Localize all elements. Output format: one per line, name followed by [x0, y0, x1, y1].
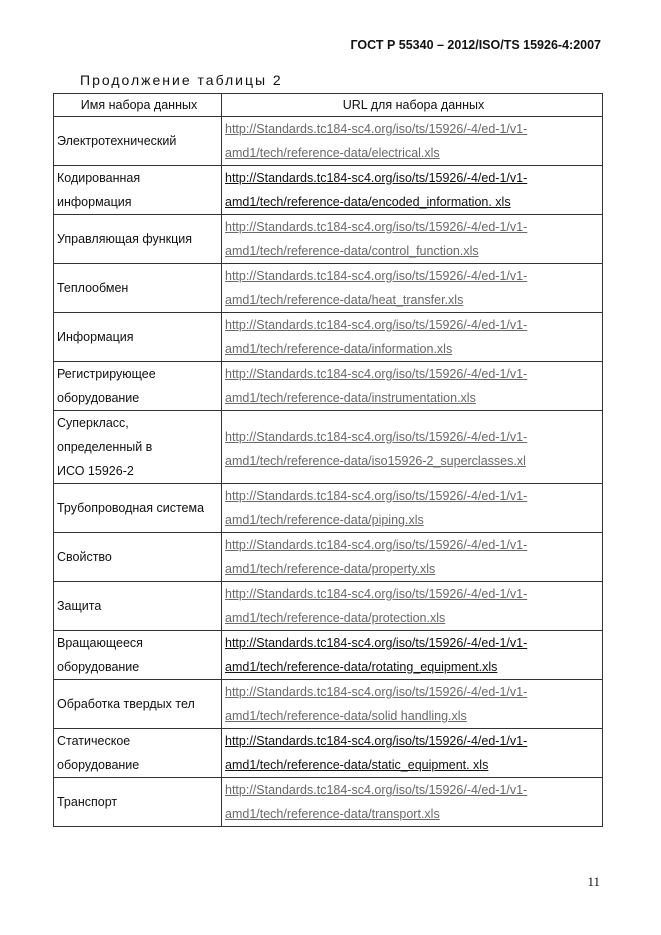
page-number: 11 [587, 874, 600, 889]
dataset-url-link[interactable]: http://Standards.tc184-sc4.org/iso/ts/15926/-4/ed-1/v1- [225, 783, 528, 797]
table-header-row [54, 94, 603, 117]
dataset-name-cell [54, 411, 222, 484]
table-row [54, 411, 603, 484]
table-row [54, 680, 603, 729]
column-header-name: Имя набора данных [54, 94, 222, 117]
dataset-url-cell [222, 313, 603, 362]
dataset-name-line: Теплообмен [57, 281, 129, 295]
dataset-name-line: оборудование [57, 660, 140, 674]
dataset-url-cell [222, 533, 603, 582]
dataset-url-cell [222, 264, 603, 313]
dataset-name-line: Вращающееся [57, 636, 143, 650]
table-row [54, 484, 603, 533]
dataset-name-line: Управляющая функция [57, 232, 192, 246]
dataset-url-cell [222, 362, 603, 411]
dataset-name-line: Трубопроводная система [57, 501, 205, 515]
dataset-name-cell [54, 778, 222, 827]
dataset-url-cell [222, 582, 603, 631]
dataset-url-link[interactable]: http://Standards.tc184-sc4.org/iso/ts/15926/-4/ed-1/v1- [225, 171, 528, 185]
table-row [54, 362, 603, 411]
dataset-url-link[interactable]: http://Standards.tc184-sc4.org/iso/ts/15926/-4/ed-1/v1- [225, 587, 528, 601]
dataset-name-line: Регистрирующее [57, 367, 156, 381]
dataset-url-link[interactable]: amd1/tech/reference-data/instrumentation.xls [225, 391, 476, 405]
column-header-url: URL для набора данных [222, 94, 603, 117]
dataset-url-link[interactable]: amd1/tech/reference-data/control_function.xls [225, 244, 479, 258]
table-row [54, 582, 603, 631]
dataset-url-cell [222, 411, 603, 484]
dataset-url-cell [222, 166, 603, 215]
dataset-name-line: Транспорт [57, 795, 118, 809]
dataset-name-line: Информация [57, 330, 134, 344]
table-row [54, 729, 603, 778]
table-row [54, 264, 603, 313]
dataset-name-line: ИСО 15926-2 [57, 464, 134, 478]
dataset-table [53, 93, 603, 827]
dataset-name-line: Обработка твердых тел [57, 697, 195, 711]
dataset-url-link[interactable]: amd1/tech/reference-data/encoded_information. xls [225, 195, 511, 209]
dataset-name-line: Статическое [57, 734, 131, 748]
dataset-name-line: Электротехнический [57, 134, 177, 148]
dataset-url-link[interactable]: http://Standards.tc184-sc4.org/iso/ts/15926/-4/ed-1/v1- [225, 318, 528, 332]
dataset-url-link[interactable]: amd1/tech/reference-data/iso15926-2_superclasses.xl [225, 454, 526, 468]
dataset-url-link[interactable]: amd1/tech/reference-data/rotating_equipment.xls [225, 660, 498, 674]
dataset-url-cell [222, 680, 603, 729]
dataset-name-cell [54, 631, 222, 680]
dataset-url-link[interactable]: http://Standards.tc184-sc4.org/iso/ts/15926/-4/ed-1/v1- [225, 489, 528, 503]
dataset-name-line: Свойство [57, 550, 112, 564]
dataset-url-link[interactable]: amd1/tech/reference-data/property.xls [225, 562, 436, 576]
dataset-name-cell [54, 680, 222, 729]
table-row [54, 313, 603, 362]
dataset-url-link[interactable]: amd1/tech/reference-data/heat_transfer.xls [225, 293, 464, 307]
table-caption: Продолжение таблицы 2 [80, 72, 283, 88]
table-row [54, 778, 603, 827]
dataset-name-cell [54, 215, 222, 264]
dataset-name-cell [54, 264, 222, 313]
dataset-url-link[interactable]: amd1/tech/reference-data/electrical.xls [225, 146, 440, 160]
dataset-url-cell [222, 215, 603, 264]
table-row [54, 631, 603, 680]
dataset-name-cell [54, 729, 222, 778]
dataset-name-line: Суперкласс, [57, 416, 129, 430]
dataset-name-cell [54, 362, 222, 411]
dataset-url-cell [222, 631, 603, 680]
dataset-url-link[interactable]: http://Standards.tc184-sc4.org/iso/ts/15926/-4/ed-1/v1- [225, 636, 528, 650]
dataset-name-cell [54, 533, 222, 582]
dataset-url-link[interactable]: amd1/tech/reference-data/solid handling.xls [225, 709, 467, 723]
dataset-url-link[interactable]: amd1/tech/reference-data/transport.xls [225, 807, 440, 821]
dataset-name-cell [54, 117, 222, 166]
dataset-url-link[interactable]: http://Standards.tc184-sc4.org/iso/ts/15926/-4/ed-1/v1- [225, 734, 528, 748]
document-code: ГОСТ Р 55340 – 2012/ISO/TS 15926-4:2007 [350, 38, 601, 52]
dataset-name-cell [54, 166, 222, 215]
dataset-name-line: определенный в [57, 440, 153, 454]
dataset-url-cell [222, 117, 603, 166]
table-row [54, 117, 603, 166]
dataset-name-cell [54, 313, 222, 362]
dataset-url-link[interactable]: http://Standards.tc184-sc4.org/iso/ts/15926/-4/ed-1/v1- [225, 122, 528, 136]
dataset-url-link[interactable]: http://Standards.tc184-sc4.org/iso/ts/15926/-4/ed-1/v1- [225, 538, 528, 552]
dataset-url-link[interactable]: http://Standards.tc184-sc4.org/iso/ts/15926/-4/ed-1/v1- [225, 430, 528, 444]
dataset-url-link[interactable]: http://Standards.tc184-sc4.org/iso/ts/15926/-4/ed-1/v1- [225, 367, 528, 381]
dataset-url-link[interactable]: amd1/tech/reference-data/information.xls [225, 342, 453, 356]
dataset-url-link[interactable]: http://Standards.tc184-sc4.org/iso/ts/15926/-4/ed-1/v1- [225, 685, 528, 699]
table-row [54, 166, 603, 215]
dataset-name-line: оборудование [57, 391, 140, 405]
dataset-url-link[interactable]: amd1/tech/reference-data/piping.xls [225, 513, 424, 527]
dataset-url-cell [222, 778, 603, 827]
dataset-url-link[interactable]: http://Standards.tc184-sc4.org/iso/ts/15926/-4/ed-1/v1- [225, 269, 528, 283]
dataset-url-link[interactable]: amd1/tech/reference-data/static_equipment. xls [225, 758, 489, 772]
dataset-url-link[interactable]: amd1/tech/reference-data/protection.xls [225, 611, 446, 625]
table-row [54, 533, 603, 582]
dataset-name-line: оборудование [57, 758, 140, 772]
dataset-url-cell [222, 484, 603, 533]
dataset-name-line: информация [57, 195, 132, 209]
dataset-name-cell [54, 582, 222, 631]
dataset-name-line: Защита [57, 599, 102, 613]
dataset-url-link[interactable]: http://Standards.tc184-sc4.org/iso/ts/15926/-4/ed-1/v1- [225, 220, 528, 234]
table-row [54, 215, 603, 264]
dataset-name-cell [54, 484, 222, 533]
dataset-url-cell [222, 729, 603, 778]
dataset-name-line: Кодированная [57, 171, 141, 185]
